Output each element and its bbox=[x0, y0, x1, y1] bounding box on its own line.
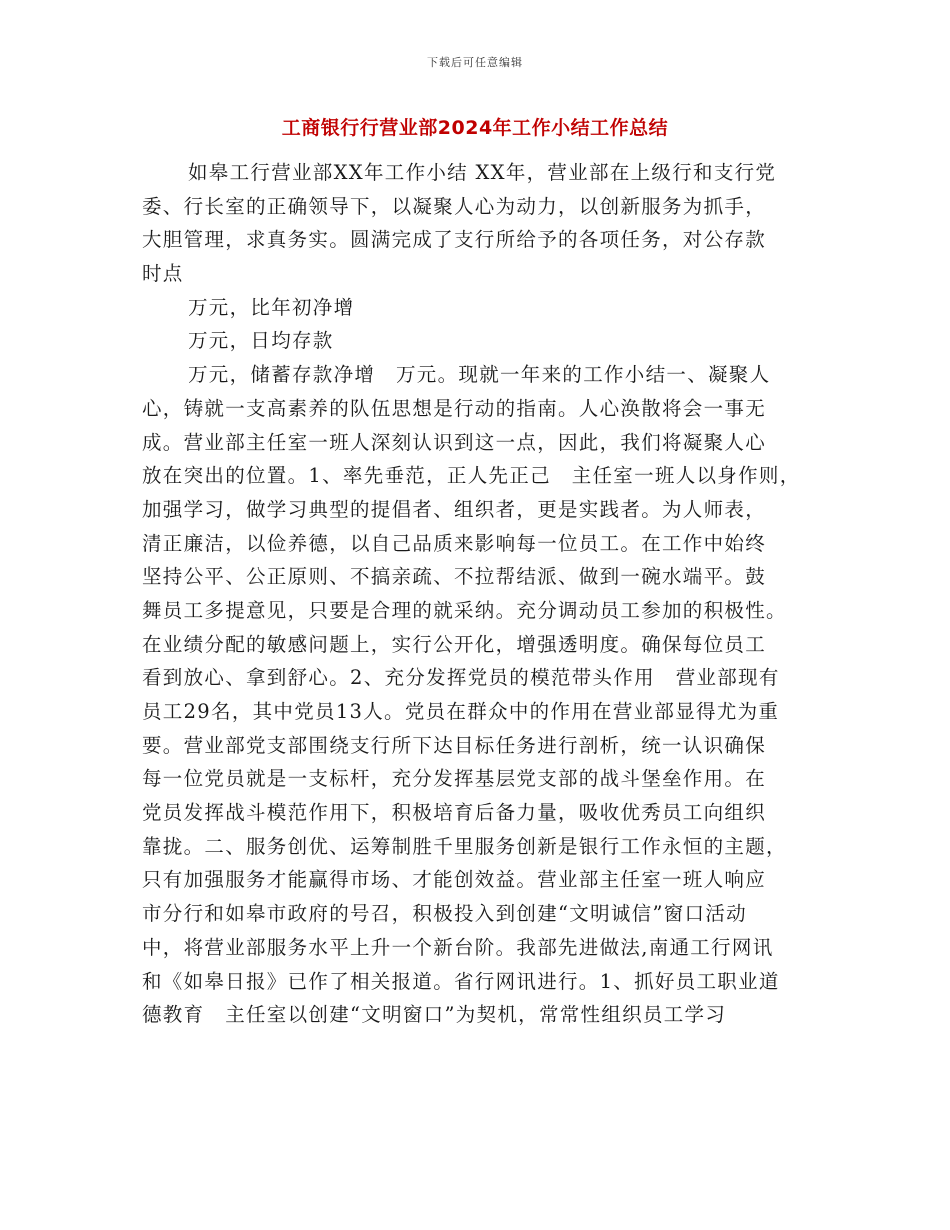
body-line: 成。营业部主任室一班人深刻认识到这一点，因此，我们将凝聚人心 bbox=[142, 430, 767, 454]
body-line: 心，铸就一支高素养的队伍思想是行动的指南。人心涣散将会一事无 bbox=[142, 396, 767, 420]
document-title: 工商银行行营业部2024年工作小结工作总结 bbox=[281, 117, 669, 139]
body-line: 中，将营业部服务水平上升一个新台阶。我部先进做法,南通工行网讯 bbox=[142, 935, 774, 959]
body-line: 加强学习，做学习典型的提倡者、组织者，更是实践者。为人师表， bbox=[142, 497, 767, 521]
body-line: 清正廉洁，以俭养德，以自己品质来影响每一位员工。在工作中始终 bbox=[142, 531, 767, 555]
body-line: 放在突出的位置。1、率先垂范，正人先正己 主任室一班人以身作则， bbox=[142, 464, 801, 488]
body-line: 和《如皋日报》已作了相关报道。省行网讯进行。1、抓好员工职业道 bbox=[142, 969, 780, 993]
body-line: 时点 bbox=[142, 262, 184, 286]
body-line: 如皋工行营业部XX年工作小结 XX年，营业部在上级行和支行党 bbox=[188, 161, 777, 184]
body-line: 每一位党员就是一支标杆，充分发挥基层党支部的战斗堡垒作用。在 bbox=[142, 767, 767, 791]
body-line: 大胆管理，求真务实。圆满完成了支行所给予的各项任务，对公存款 bbox=[142, 228, 767, 252]
body-line: 市分行和如皋市政府的号召，积极投入到创建“文明诚信”窗口活动 bbox=[142, 902, 747, 926]
document-body bbox=[142, 156, 822, 1032]
body-line: 靠拢。二、服务创优、运筹制胜千里服务创新是银行工作永恒的主题， bbox=[142, 834, 787, 858]
body-line: 万元，比年初净增 bbox=[188, 295, 355, 319]
body-line: 舞员工多提意见，只要是合理的就采纳。充分调动员工参加的积极性。 bbox=[142, 598, 787, 622]
body-line: 坚持公平、公正原则、不搞亲疏、不拉帮结派、做到一碗水端平。鼓 bbox=[142, 565, 767, 589]
body-line: 万元，储蓄存款净增 万元。现就一年来的工作小结一、凝聚人 bbox=[188, 363, 771, 387]
body-line: 德教育 主任室以创建“文明窗口”为契机，常常性组织员工学习 bbox=[142, 1003, 727, 1027]
body-line: 在业绩分配的敏感问题上，实行公开化，增强透明度。确保每位员工 bbox=[142, 632, 767, 656]
page-header-note: 下载后可任意编辑 bbox=[427, 56, 523, 69]
body-line: 委、行长室的正确领导下，以凝聚人心为动力，以创新服务为抓手， bbox=[142, 194, 767, 218]
body-line: 党员发挥战斗模范作用下，积极培育后备力量，吸收优秀员工向组织 bbox=[142, 801, 767, 825]
body-line: 看到放心、拿到舒心。2、充分发挥党员的模范带头作用 营业部现有 bbox=[142, 666, 780, 690]
body-line: 万元，日均存款 bbox=[188, 329, 334, 353]
body-line: 只有加强服务才能赢得市场、才能创效益。营业部主任室一班人响应 bbox=[142, 868, 767, 892]
body-line: 员工29名，其中党员13人。党员在群众中的作用在营业部显得尤为重 bbox=[142, 700, 780, 723]
body-line: 要。营业部党支部围绕支行所下达目标任务进行剖析，统一认识确保 bbox=[142, 733, 767, 757]
